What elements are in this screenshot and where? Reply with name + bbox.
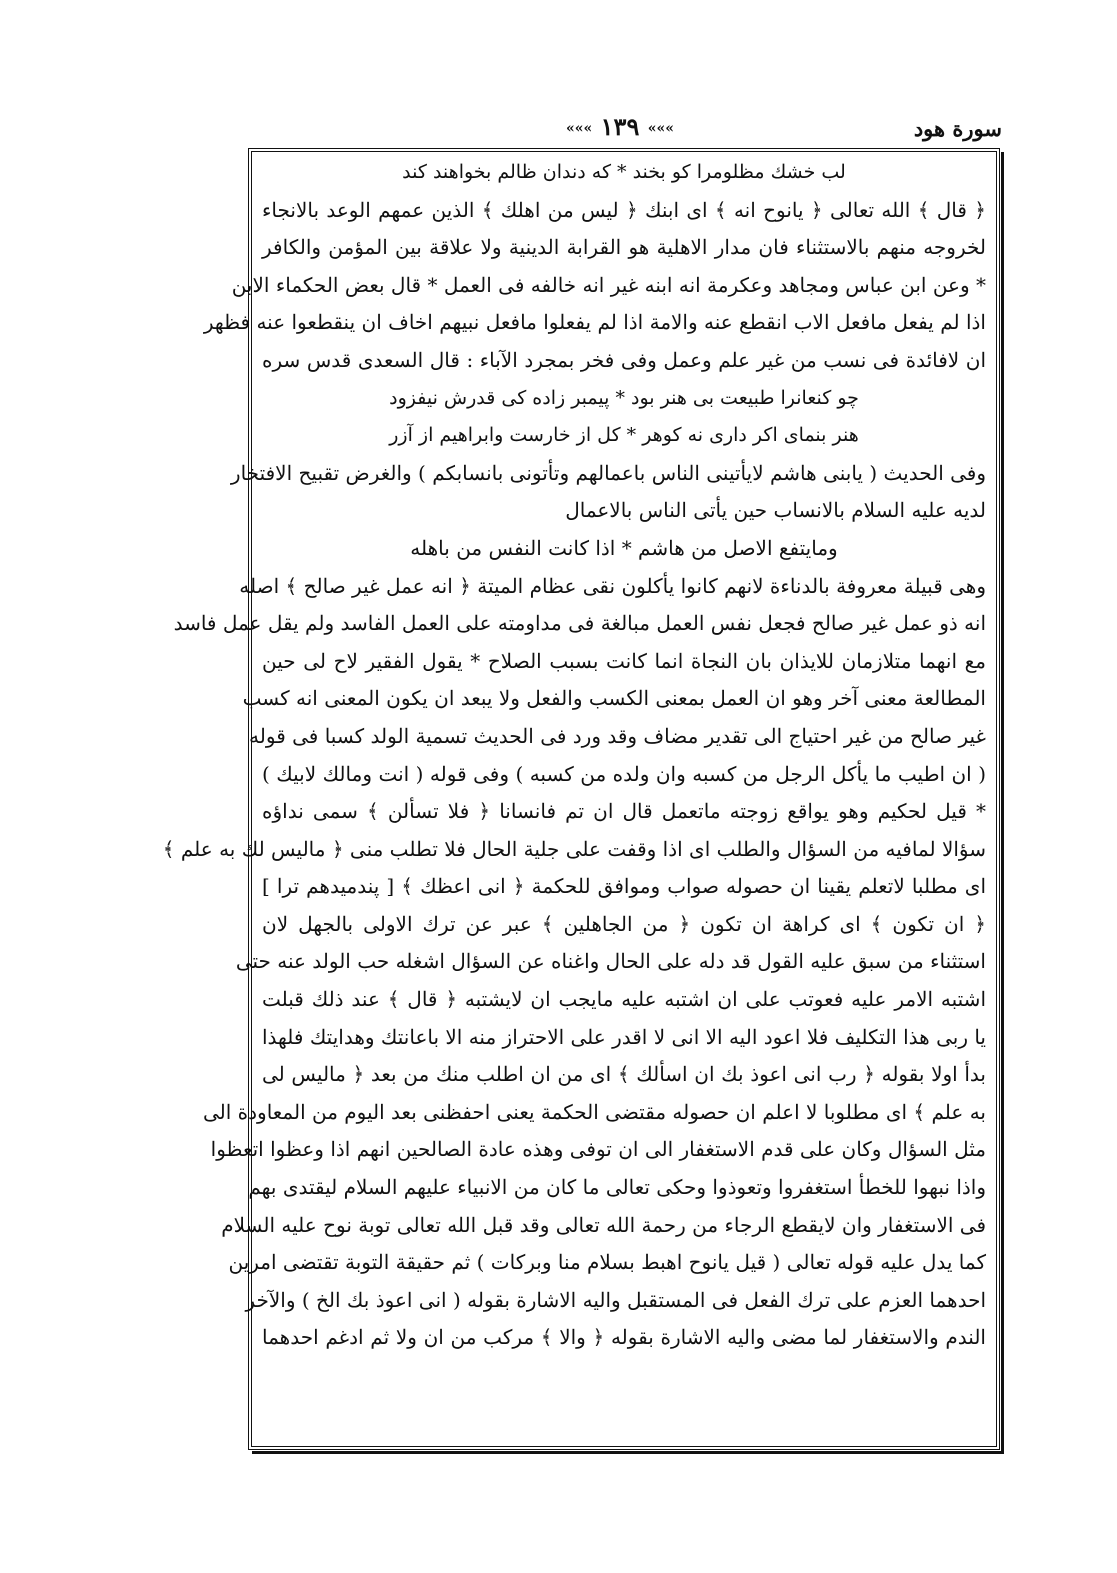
surah-title: سورة هود [913, 116, 1002, 141]
text-line: لب خشك مظلومرا كو بخند * كه دندان ظالم بخواهند كند [402, 161, 846, 183]
text-line: اشتبه الامر عليه فعوتب على ان اشتبه عليه مايجب ان لايشتبه ﴿ قال ﴾ عند ذلك قبلت [262, 987, 986, 1012]
text-line: استثناء من سبق عليه القول قد دله على الحال واغناه عن السؤال اشغله حب الولد عنه حتى [235, 949, 986, 974]
ornament-right: ««« [647, 120, 674, 137]
text-line: وفى الحديث ( يابنى هاشم لايأتينى الناس باعمالهم وتأتونى بانسابكم ) والغرض تقبيح الافتخار [230, 460, 986, 485]
text-line: الندم والاستغفار لما مضى واليه الاشارة بقوله ﴿ والا ﴾ مركب من ان ولا ثم ادغم احدهما [262, 1325, 986, 1350]
text-line: يا ربى هذا التكليف فلا اعود اليه الا انى لا اقدر على الاحتراز منه الا باعانتك وهدايتك فلهذا [262, 1024, 986, 1049]
text-line: ( ان اطيب ما يأكل الرجل من كسبه وان ولده من كسبه ) وفى قوله ( انت ومالك لابيك ) [262, 761, 986, 786]
page-body [162, 154, 992, 1357]
text-line: ﴿ قال ﴾ الله تعالى ﴿ يانوح انه ﴾ اى ابنك ﴿ ليس من اهلك ﴾ الذين عمهم الوعد بالانجاء [262, 197, 986, 222]
text-line: لديه عليه السلام بالانساب حين يأتى الناس بالاعمال [565, 498, 986, 523]
text-line: احدهما العزم على ترك الفعل فى المستقبل واليه الاشارة بقوله ( انى اعوذ بك الخ ) والآخر [245, 1287, 986, 1312]
text-line: وهى قبيلة معروفة بالدناءة لانهم كانوا يأكلون نقى عظام الميتة ﴿ انه عمل غير صالح ﴾ اصله [239, 573, 986, 598]
text-line: چو كنعانرا طبيعت بى هنر بود * پيمبر زاده كى قدرش نيفزود [389, 386, 859, 409]
text-line: * قيل لحكيم وهو يواقع زوجته ماتعمل قال ان تم فانسانا ﴿ فلا تسألن ﴾ سمى نداؤه [262, 799, 986, 824]
text-line: ان لافائدة فى نسب من غير علم وعمل وفى فخر بمجرد الآباء : قال السعدى قدس سره [262, 347, 986, 372]
ornament-left: ««« [566, 120, 593, 137]
text-line: مثل السؤال وكان على قدم الاستغفار الى ان توفى وهذه عادة الصالحين انهم اذا وعظوا اتعظوا [210, 1137, 986, 1162]
text-line: المطالعة معنى آخر وهو ان العمل بمعنى الكسب والفعل ولا يبعد ان يكون المعنى انه كسب [242, 686, 986, 711]
text-line: مع انهما متلازمان للايذان بان النجاة انما كانت بسبب الصلاح * يقول الفقير لاح لى حين [262, 648, 986, 673]
page-header [240, 112, 1002, 148]
text-line: كما يدل عليه قوله تعالى ( قيل يانوح اهبط بسلام منا وبركات ) ثم حقيقة التوبة تقتضى امرين [228, 1250, 986, 1275]
text-line: اى مطلبا لاتعلم يقينا ان حصوله صواب وموافق للحكمة ﴿ انى اعظك ﴾ [ پندميدهم ترا ] [262, 874, 986, 899]
text-line: ﴿ ان تكون ﴾ اى كراهة ان تكون ﴿ من الجاهلين ﴾ عبر عن ترك الاولى بالجهل لان [262, 911, 986, 936]
text-line: غير صالح من غير احتياج الى تقدير مضاف وقد ورد فى الحديث تسمية الولد كسبا فى قوله [249, 723, 986, 748]
text-line: سؤالا لمافيه من السؤال والطلب اى اذا وقفت على جلية الحال فلا تطلب منى ﴿ ماليس لك به علم ﴾ [162, 836, 986, 861]
text-line: واذا نبهوا للخطأ استغفروا وتعوذوا وحكى تعالى ما كان من الانبياء عليهم السلام ليقتدى بهم [248, 1175, 986, 1200]
text-line: انه ذو عمل غير صالح فجعل نفس العمل مبالغة فى مداومته على العمل الفاسد ولم يقل عمل فاسد [173, 611, 986, 636]
text-line: ومايتفع الاصل من هاشم * اذا كانت النفس من باهله [410, 535, 838, 560]
text-line: به علم ﴾ اى مطلوبا لا اعلم ان حصوله مقتضى الحكمة يعنى احفظنى بعد اليوم من المعاودة الى [202, 1099, 986, 1124]
text-line: فى الاستغفار وان لايقطع الرجاء من رحمة الله تعالى وقد قبل الله تعالى توبة نوح عليه السلام [221, 1212, 986, 1237]
text-line: اذا لم يفعل مافعل الاب انقطع عنه والامة اذا لم يفعلوا مافعل نبيهم اخاف ان ينقطعوا عنه فظهر [203, 310, 986, 335]
text-line: بدأ اولا بقوله ﴿ رب انى اعوذ بك ان اسألك ﴾ اى من ان اطلب منك من بعد ﴿ ماليس لى [262, 1062, 986, 1087]
text-line: لخروجه منهم بالاستثناء فان مدار الاهلية هو القرابة الدينية ولا علاقة بين المؤمن والكافر [262, 235, 986, 260]
text-line: هنر بنماى اكر دارى نه كوهر * كل از خارست وابراهيم از آزر [389, 424, 859, 447]
page-number-value: ١٣٩ [600, 112, 640, 141]
text-line: * وعن ابن عباس ومجاهد وعكرمة انه ابنه غير انه خالفه فى العمل * قال بعض الحكماء الابن [231, 272, 986, 297]
page-number [540, 112, 700, 141]
